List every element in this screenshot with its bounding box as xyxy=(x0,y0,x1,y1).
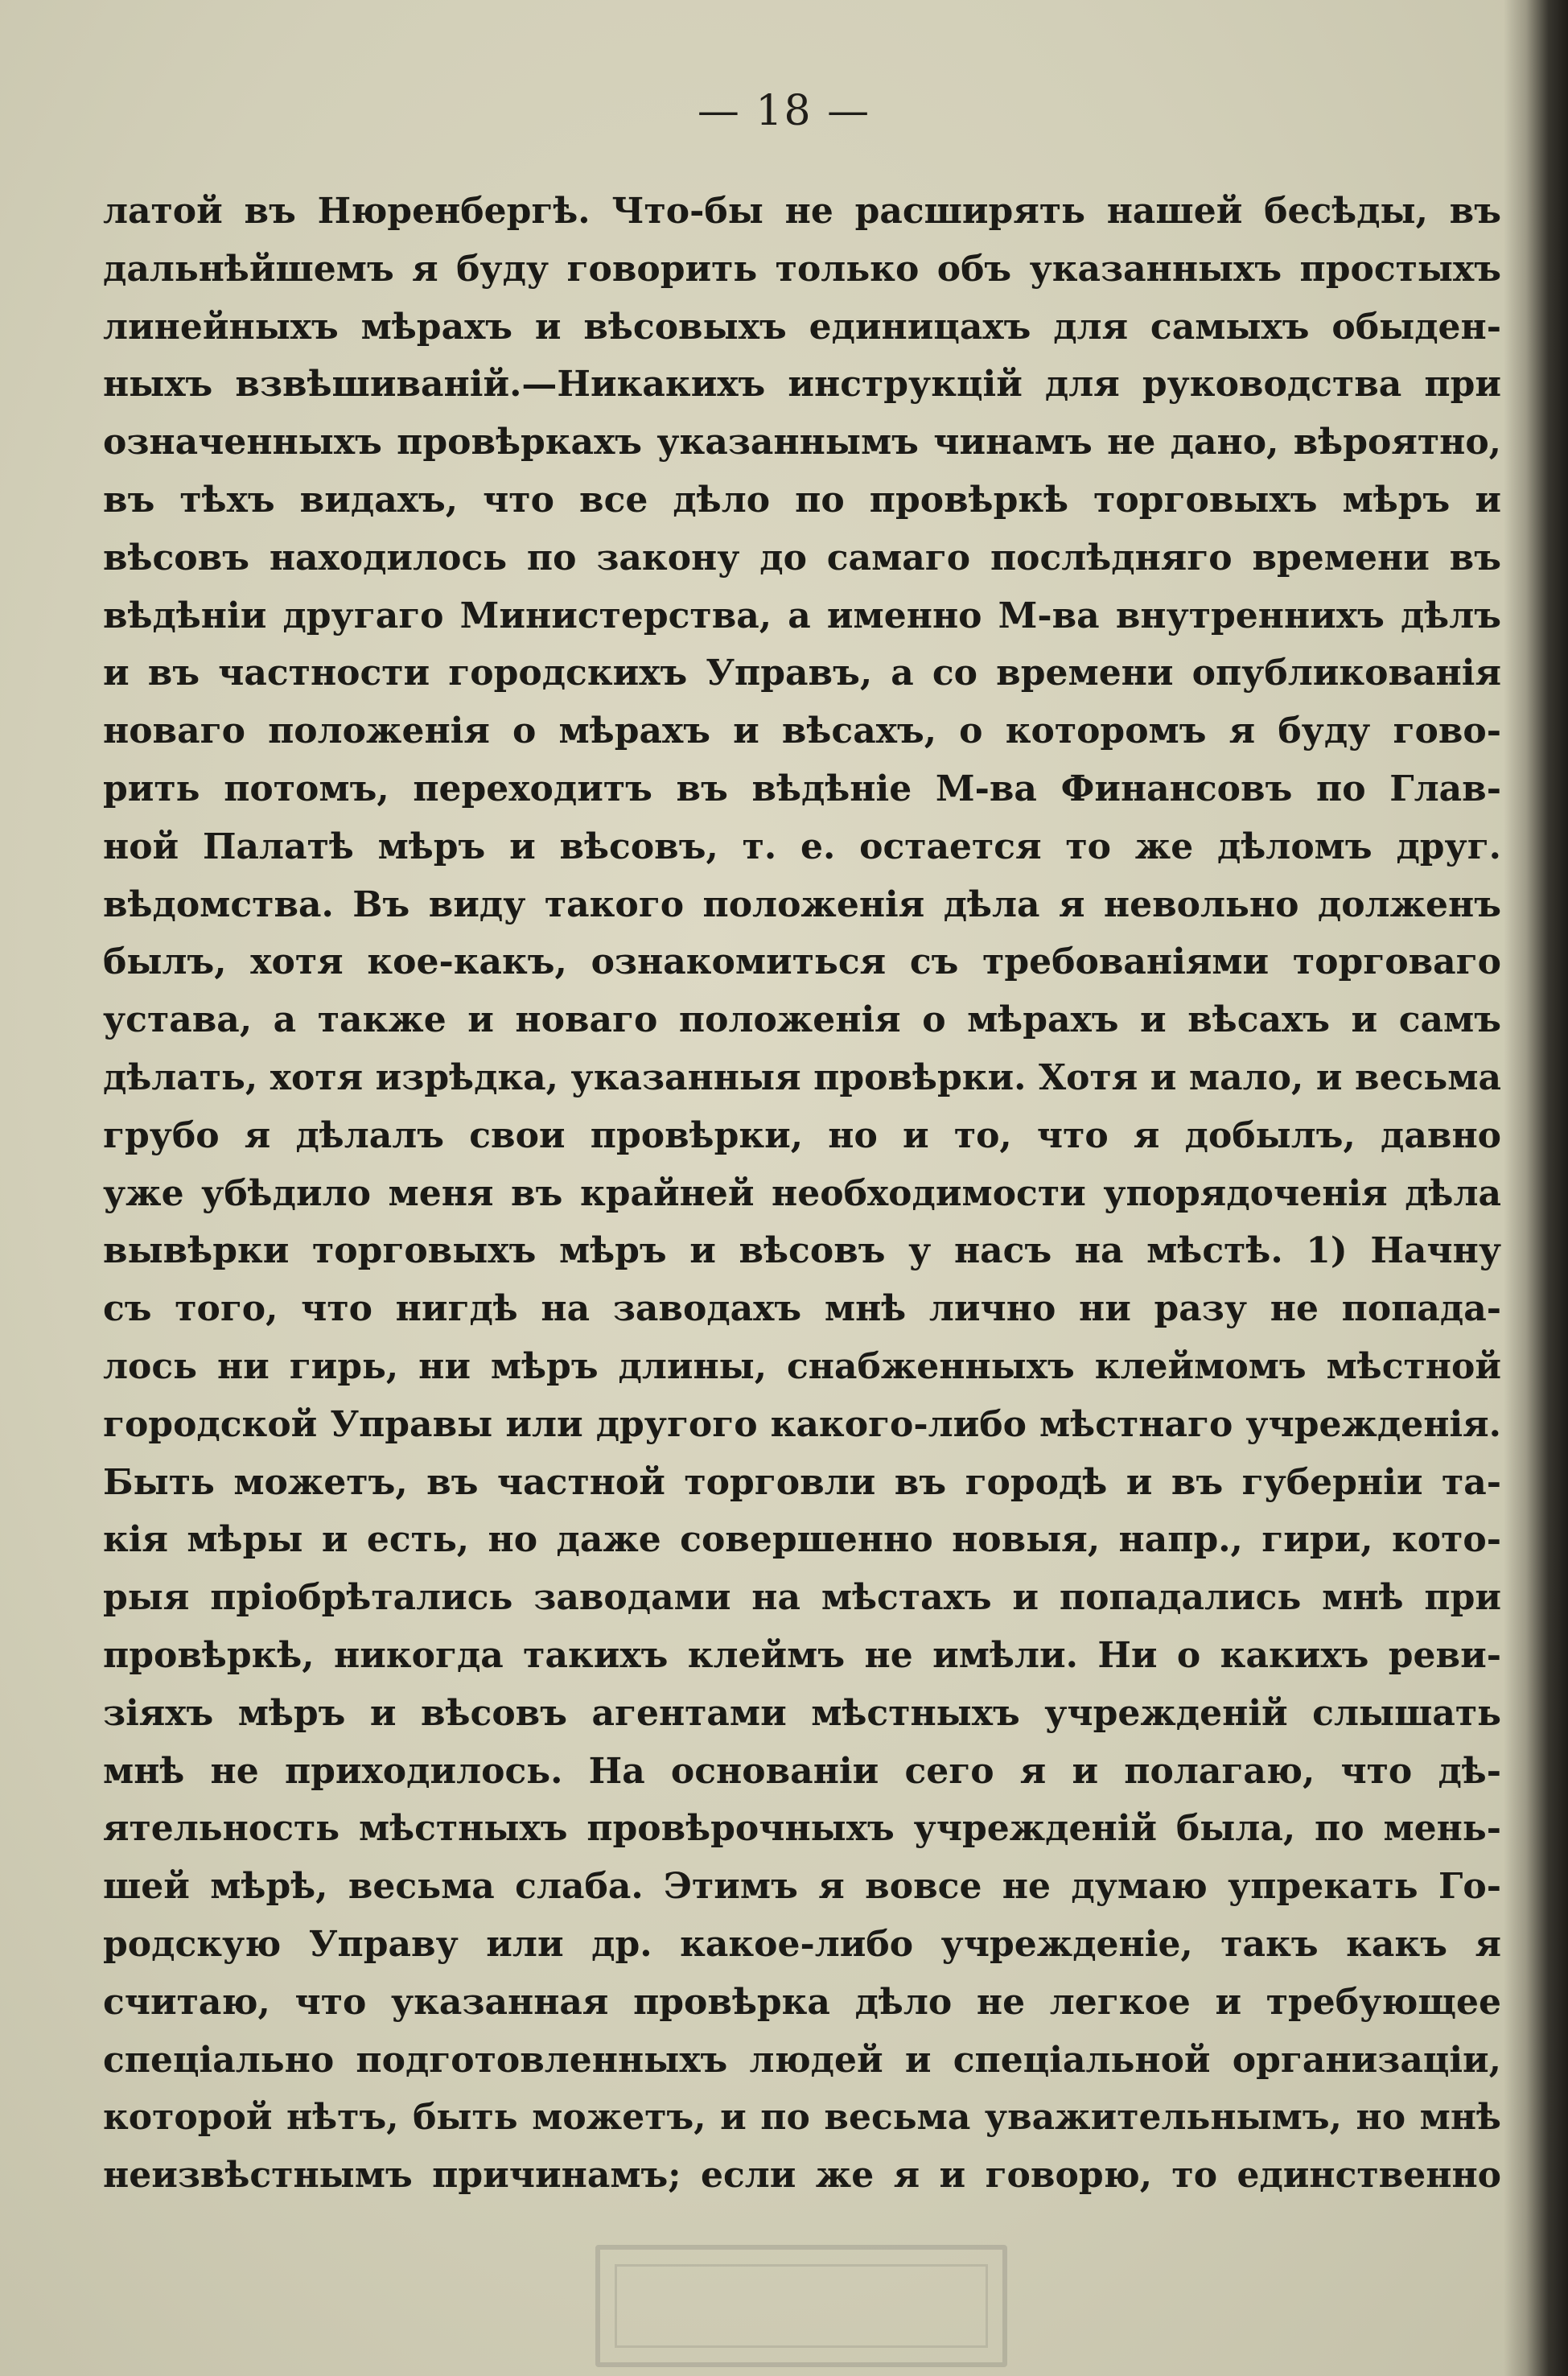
text-line: кiя мѣры и есть, но даже совершенно новыя, напр., гири, кото- xyxy=(103,1519,1501,1561)
book-spine-shadow xyxy=(1504,0,1568,2376)
text-line: вывѣрки торговыхъ мѣръ и вѣсовъ у насъ на мѣстѣ. 1) Начну xyxy=(103,1230,1501,1272)
text-line: уже убѣдило меня въ крайней необходимости упорядоченiя дѣла xyxy=(103,1172,1501,1214)
text-line: ятельность мѣстныхъ провѣрочныхъ учрежденiй была, по мень- xyxy=(103,1808,1501,1850)
text-line: вѣсовъ находилось по закону до самаго послѣдняго времени въ xyxy=(103,537,1501,579)
text-line: неизвѣстнымъ причинамъ; если же я и говорю, то единственно xyxy=(103,2155,1501,2197)
text-line: зiяхъ мѣръ и вѣсовъ агентами мѣстныхъ учрежденiй слышать xyxy=(103,1692,1501,1734)
text-line: городской Управы или другого какого-либо мѣстнаго учрежденiя. xyxy=(103,1403,1501,1445)
text-line: грубо я дѣлалъ свои провѣрки, но и то, что я добылъ, давно xyxy=(103,1114,1501,1156)
text-line: былъ, хотя кое-какъ, ознакомиться съ требованiями торговаго xyxy=(103,941,1501,983)
text-line: вѣдомства. Въ виду такого положенiя дѣла я невольно долженъ xyxy=(103,883,1501,925)
text-line: линейныхъ мѣрахъ и вѣсовыхъ единицахъ для самыхъ обыден- xyxy=(103,306,1501,348)
text-line: рыя прiобрѣтались заводами на мѣстахъ и попадались мнѣ при xyxy=(103,1577,1501,1619)
text-line: считаю, что указанная провѣрка дѣло не легкое и требующее xyxy=(103,1981,1501,2023)
library-stamp xyxy=(595,2245,1007,2367)
text-line: Быть можетъ, въ частной торговли въ городѣ и въ губернiи та- xyxy=(103,1461,1501,1503)
text-line: и въ частности городскихъ Управъ, а со времени опубликованiя xyxy=(103,653,1501,694)
text-line: которой нѣтъ, быть можетъ, и по весьма уважительнымъ, но мнѣ xyxy=(103,2097,1501,2139)
library-stamp-inner xyxy=(615,2264,988,2348)
text-line: устава, а также и новаго положенiя о мѣрахъ и вѣсахъ и самъ xyxy=(103,999,1501,1041)
text-line: рить потомъ, переходитъ въ вѣдѣнiе М-ва Финансовъ по Глав- xyxy=(103,768,1501,809)
text-line: съ того, что нигдѣ на заводахъ мнѣ лично ни разу не попада- xyxy=(103,1288,1501,1330)
text-line: дѣлать, хотя изрѣдка, указанныя провѣрки. Хотя и мало, и весьма xyxy=(103,1057,1501,1098)
text-line: вѣдѣнiи другаго Министерства, а именно М-ва внутреннихъ дѣлъ xyxy=(103,595,1501,636)
text-line: въ тѣхъ видахъ, что все дѣло по провѣркѣ торговыхъ мѣръ и xyxy=(103,480,1501,521)
text-line: латой въ Нюренбергѣ. Что-бы не расширять нашей бесѣды, въ xyxy=(103,191,1501,232)
text-line: мнѣ не приходилось. На основанiи сего я и полагаю, что дѣ- xyxy=(103,1750,1501,1792)
text-line: провѣркѣ, никогда такихъ клеймъ не имѣли. Ни о какихъ реви- xyxy=(103,1635,1501,1676)
text-line: ной Палатѣ мѣръ и вѣсовъ, т. е. остается то же дѣломъ друг. xyxy=(103,826,1501,867)
page-number: — 18 — xyxy=(697,87,871,135)
text-line: спецiально подготовленныхъ людей и спецiальной организацiи, xyxy=(103,2039,1501,2081)
text-line: родскую Управу или др. какое-либо учрежденiе, такъ какъ я xyxy=(103,1924,1501,1965)
text-line: ныхъ взвѣшиванiй.—Никакихъ инструкцiй для руководства при xyxy=(103,364,1501,406)
text-line: шей мѣрѣ, весьма слаба. Этимъ я вовсе не думаю упрекать Го- xyxy=(103,1866,1501,1908)
text-line: означенныхъ провѣркахъ указаннымъ чинамъ не дано, вѣроятно, xyxy=(103,422,1501,463)
text-line: лось ни гирь, ни мѣръ длины, снабженныхъ клеймомъ мѣстной xyxy=(103,1346,1501,1387)
text-line: новаго положенiя о мѣрахъ и вѣсахъ, о которомъ я буду гово- xyxy=(103,710,1501,752)
text-line: дальнѣйшемъ я буду говорить только объ указанныхъ простыхъ xyxy=(103,248,1501,290)
